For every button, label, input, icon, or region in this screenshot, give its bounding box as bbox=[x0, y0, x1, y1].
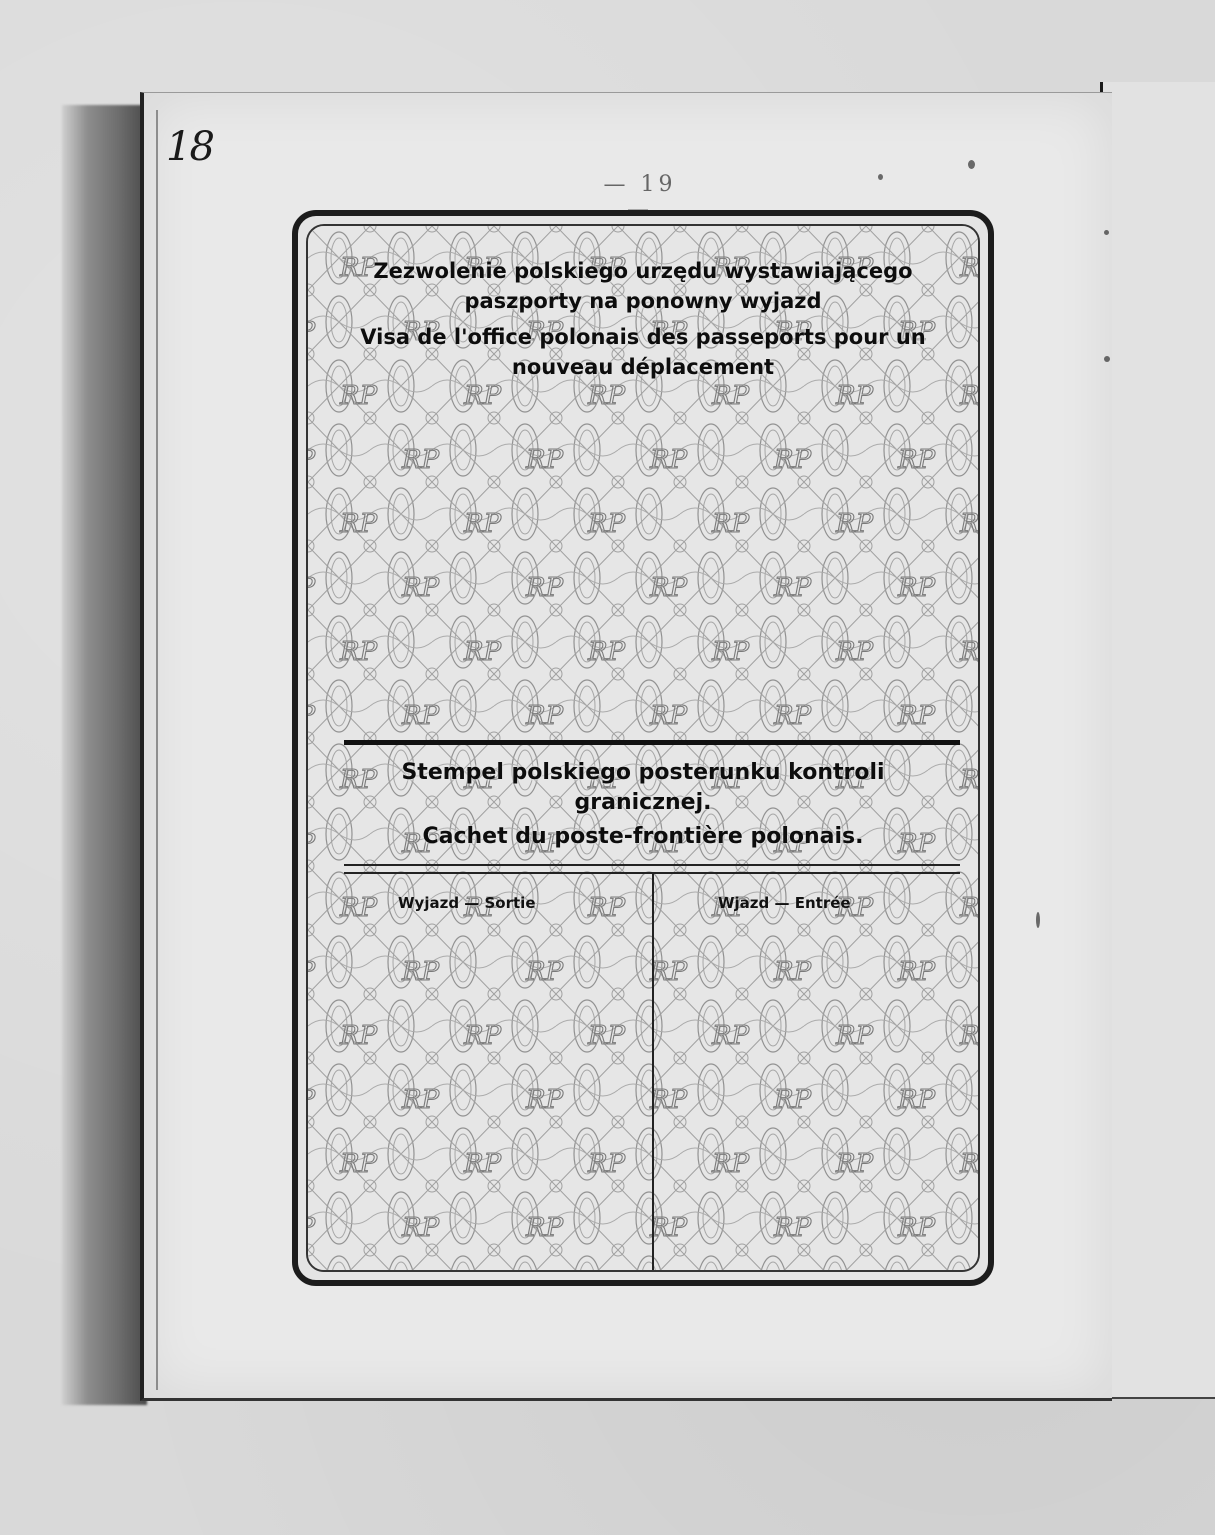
visa-title-polish: Zezwolenie polskiego urzędu wystawiającego paszporty na ponowny wyjazd bbox=[373, 259, 913, 313]
scan-speck bbox=[1036, 912, 1040, 928]
printed-page-number: — 19 bbox=[603, 172, 677, 197]
stamp-title-french: Cachet du poste-frontière polonais. bbox=[422, 824, 864, 849]
scan-speck bbox=[878, 174, 883, 180]
scan-speck bbox=[968, 160, 975, 169]
book-spine-shadow bbox=[62, 105, 147, 1405]
visa-frame-inner bbox=[306, 224, 980, 1272]
page-edge-line bbox=[156, 110, 158, 1390]
handwritten-page-number: 18 bbox=[166, 124, 213, 170]
visa-title-french: Visa de l'office polonais des passeports pour un nouveau déplacement bbox=[360, 325, 926, 379]
stamp-title-polish: Stempel polskiego posterunku kontroli granicznej. bbox=[401, 760, 885, 815]
scan-speck bbox=[1104, 356, 1110, 362]
security-pattern bbox=[308, 226, 978, 1270]
scan-speck bbox=[1104, 230, 1109, 235]
exit-column-label: Wyjazd — Sortie bbox=[398, 894, 536, 912]
entry-column-label: Wjazd — Entrée bbox=[718, 894, 851, 912]
section-divider bbox=[344, 740, 960, 745]
facing-page-edge bbox=[1100, 82, 1215, 1399]
visa-frame bbox=[292, 210, 994, 1286]
column-divider bbox=[652, 872, 654, 1270]
